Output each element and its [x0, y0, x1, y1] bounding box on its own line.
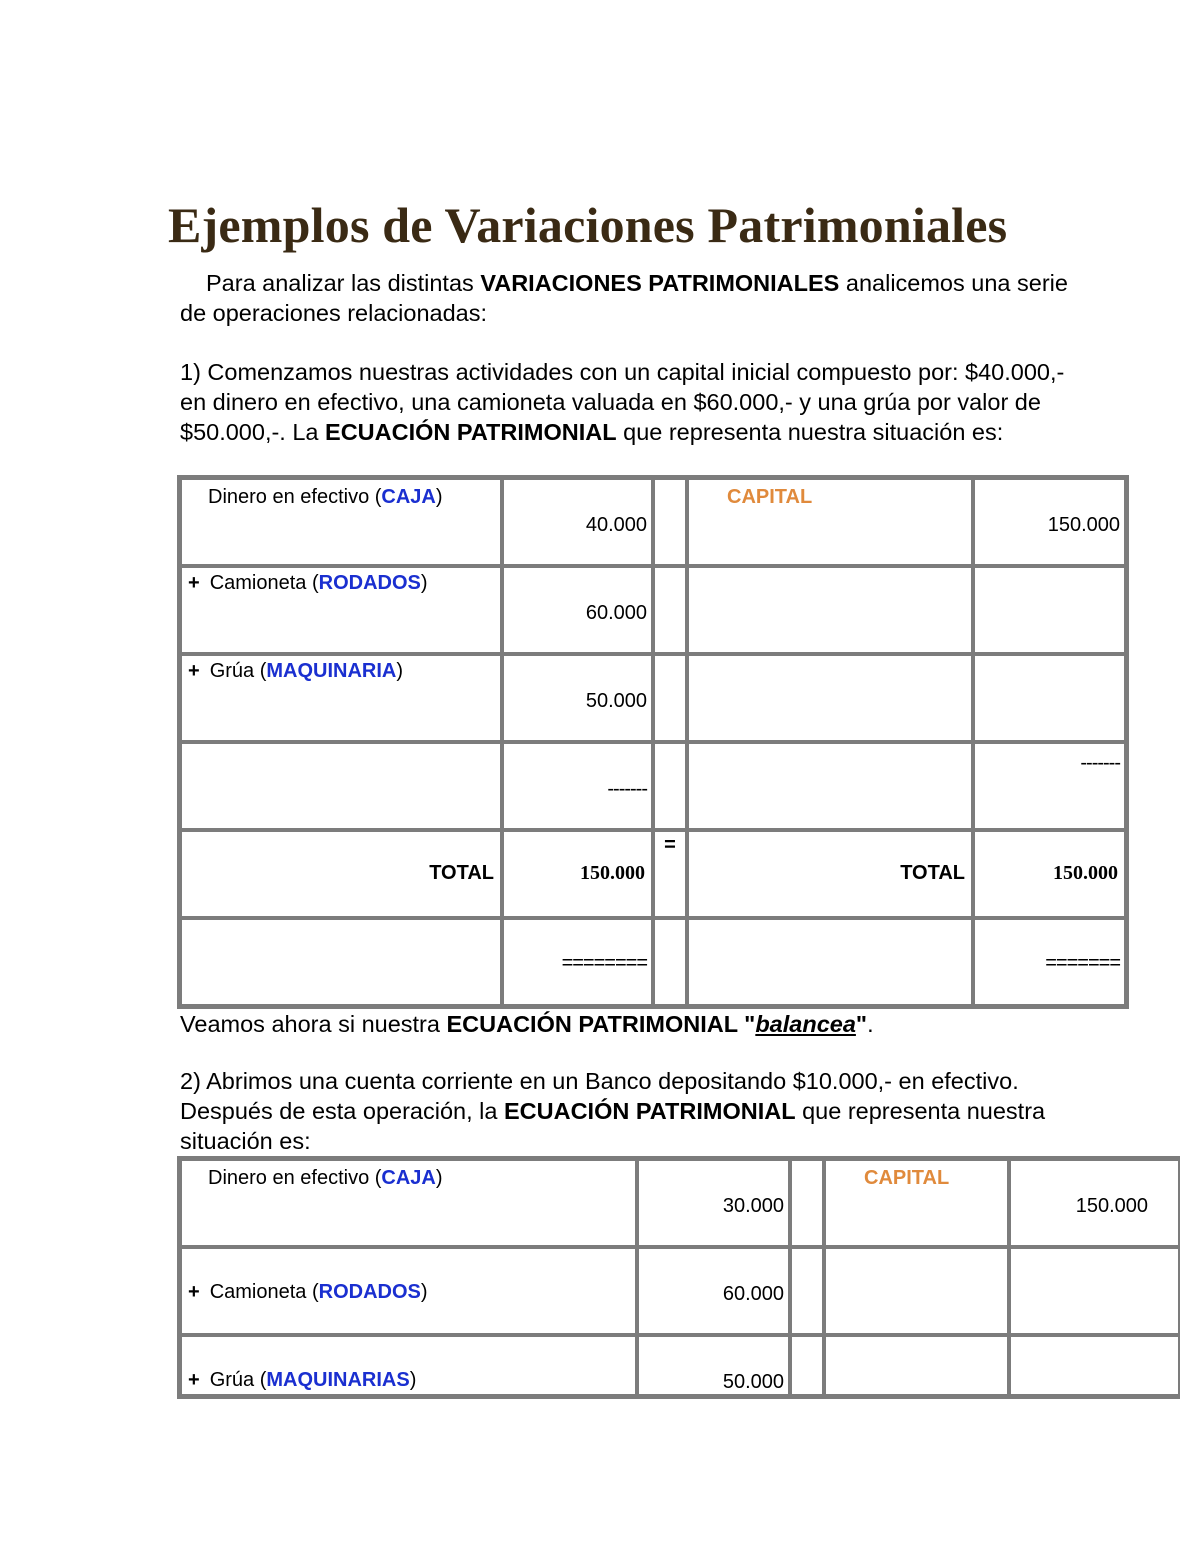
total-value-right: 150.000: [973, 830, 1126, 918]
intro-bold: VARIACIONES PATRIMONIALES: [480, 270, 840, 296]
empty-cell: [180, 742, 502, 830]
equals-sign: =: [653, 830, 687, 918]
rodados-value: 60.000: [637, 1247, 790, 1335]
example-1-paragraph: [180, 357, 1085, 447]
separator-cell: [653, 654, 687, 742]
separator-cell: [653, 478, 687, 566]
example-2-text: 2) Abrimos una cuenta corriente en un Banco depositando $10.000,- en efectivo. Después de esta operación, la: [180, 1068, 1019, 1124]
table-row: [180, 1159, 1180, 1247]
total-label-left: TOTAL: [180, 830, 502, 918]
separator-cell: [790, 1159, 824, 1247]
capital-cell: CAPITAL: [687, 478, 973, 566]
intro-text-end: analicemos una serie de operaciones relacionadas:: [180, 270, 1068, 326]
empty-cell: [687, 654, 973, 742]
empty-cell: [687, 918, 973, 1006]
maquinaria-value: 50.000: [637, 1335, 790, 1396]
table-row: [180, 918, 1126, 1006]
example-2-text-end: que representa nuestra situación es:: [180, 1098, 1046, 1154]
double-line-left: ========: [502, 918, 653, 1006]
subtotal-line-left: -------: [502, 742, 653, 830]
maquinaria-value: 50.000: [502, 654, 653, 742]
total-value-left: 150.000: [502, 830, 653, 918]
capital-value: 150.000: [1009, 1159, 1180, 1247]
separator-cell: [653, 566, 687, 654]
table-row: [180, 1335, 1180, 1396]
example-2-paragraph: [180, 1066, 1060, 1156]
rodados-cell: + Camioneta (RODADOS): [180, 566, 502, 654]
caja-value: 40.000: [502, 478, 653, 566]
caja-cell: Dinero en efectivo (CAJA): [180, 1159, 637, 1247]
table-row: [180, 654, 1126, 742]
empty-cell: [824, 1247, 1009, 1335]
empty-cell: [824, 1335, 1009, 1396]
example-2-bold: ECUACIÓN PATRIMONIAL: [504, 1098, 796, 1124]
equation-table-1: [177, 475, 1129, 1009]
table-row: [180, 478, 1126, 566]
page-title: Ejemplos de Variaciones Patrimoniales: [168, 197, 1008, 253]
total-label-right: TOTAL: [687, 830, 973, 918]
rodados-value: 60.000: [502, 566, 653, 654]
empty-cell: [180, 918, 502, 1006]
empty-cell: [687, 566, 973, 654]
intro-paragraph: [180, 268, 1085, 328]
balance-paragraph: Veamos ahora si nuestra ECUACIÓN PATRIMONIAL "balancea".: [180, 1011, 874, 1037]
caja-cell: Dinero en efectivo (CAJA): [180, 478, 502, 566]
empty-cell: [1009, 1335, 1180, 1396]
intro-text: Para analizar las distintas: [206, 270, 481, 296]
example-1-text-end: que representa nuestra situación es:: [616, 419, 1004, 445]
caja-value: 30.000: [637, 1159, 790, 1247]
empty-cell: [1009, 1247, 1180, 1335]
separator-cell: [653, 918, 687, 1006]
balancea-emphasis: balancea: [755, 1011, 856, 1037]
rodados-cell: + Camioneta (RODADOS): [180, 1247, 637, 1335]
table-row: [180, 742, 1126, 830]
separator-cell: [653, 742, 687, 830]
empty-cell: [973, 654, 1126, 742]
table-row: [180, 566, 1126, 654]
example-1-bold: ECUACIÓN PATRIMONIAL: [325, 419, 617, 445]
double-line-right: =======: [973, 918, 1126, 1006]
separator-cell: [790, 1335, 824, 1396]
capital-value: 150.000: [973, 478, 1126, 566]
empty-cell: [973, 566, 1126, 654]
table-row: [180, 830, 1126, 918]
empty-cell: [687, 742, 973, 830]
maquinaria-cell: + Grúa (MAQUINARIAS): [180, 1335, 637, 1396]
subtotal-line-right: -------: [973, 742, 1126, 830]
example-1-text: 1) Comenzamos nuestras actividades con un capital inicial compuesto por: $40.000,- en dinero en efectivo, una camioneta valuada en $60.000,- y una grúa por valor de $50.000,-. La: [180, 359, 1065, 445]
equation-table-2: [177, 1156, 1180, 1399]
separator-cell: [790, 1247, 824, 1335]
maquinaria-cell: + Grúa (MAQUINARIA): [180, 654, 502, 742]
capital-cell: CAPITAL: [824, 1159, 1009, 1247]
table-row: [180, 1247, 1180, 1335]
